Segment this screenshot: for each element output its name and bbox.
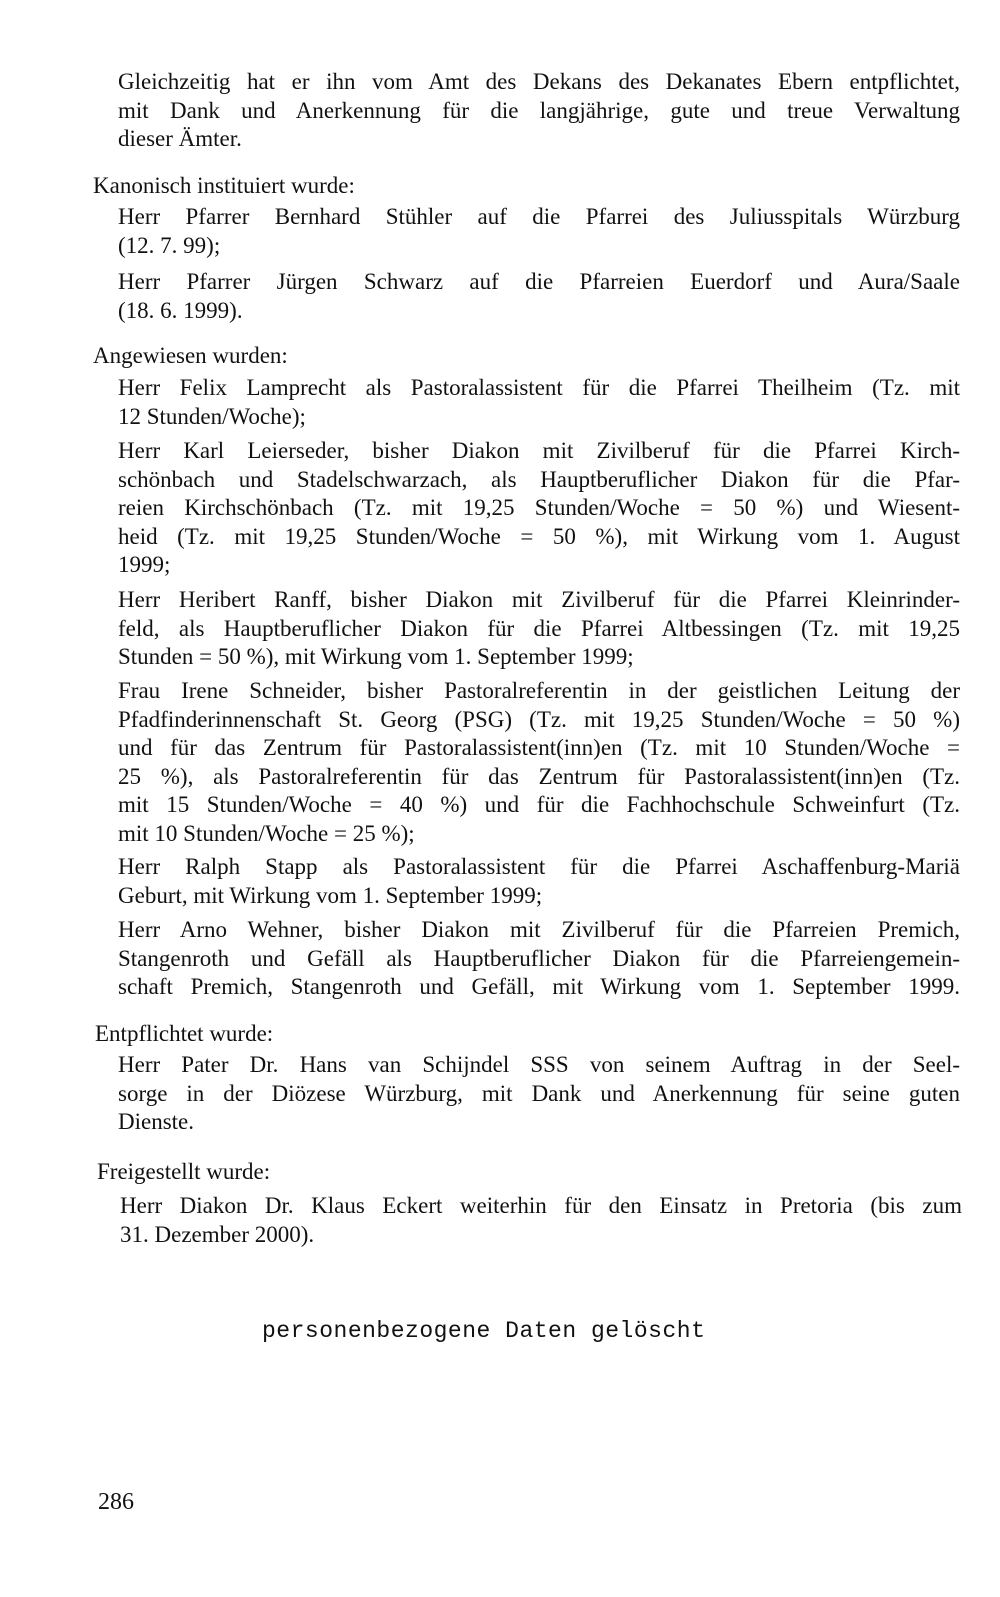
entry-ranff xyxy=(118,586,960,672)
intro-paragraph xyxy=(118,68,960,154)
section-heading-entpflichtet: Entpflichtet wurde: xyxy=(95,1021,274,1046)
entry-schneider xyxy=(118,677,960,848)
text-line: (12. 7. 99); xyxy=(118,232,221,258)
text-line: dieser Ämter. xyxy=(118,126,242,151)
text-line: feld, als Hauptberuflicher Diakon für die Pfarrei Altbessingen (Tz. mit 19,25 xyxy=(118,615,960,641)
text-line: 25 %), als Pastoralreferentin für das Zentrum für Pastoralassistent(inn)en (Tz. xyxy=(118,763,960,789)
entry-leierseder xyxy=(118,437,960,580)
text-line: Gleichzeitig hat er ihn vom Amt des Dekans des Dekanates Ebern entpflichtet, xyxy=(118,69,960,94)
redaction-stamp: personenbezogene Daten gelöscht xyxy=(262,1318,706,1344)
text-line: Geburt, mit Wirkung vom 1. September 1999; xyxy=(118,882,543,908)
section-heading-kanonisch: Kanonisch instituiert wurde: xyxy=(93,173,355,198)
entry-stuehler xyxy=(118,203,960,260)
text-line: Stangenroth und Gefäll als Hauptberuflicher Diakon für die Pfarreiengemein- xyxy=(118,945,960,971)
text-line: Dienste. xyxy=(118,1109,195,1134)
text-line: Herr Heribert Ranff, bisher Diakon mit Zivilberuf für die Pfarrei Kleinrinder- xyxy=(118,587,960,612)
text-line: mit 10 Stunden/Woche = 25 %); xyxy=(118,820,415,846)
text-line: reien Kirchschönbach (Tz. mit 19,25 Stunden/Woche = 50 %) und Wiesent- xyxy=(118,495,960,520)
section-heading-freigestellt: Freigestellt wurde: xyxy=(97,1159,271,1184)
text-line: Pfadfinderinnenschaft St. Georg (PSG) (Tz. mit 19,25 Stunden/Woche = 50 %) xyxy=(118,706,960,732)
text-line: 31. Dezember 2000). xyxy=(120,1221,315,1247)
section-heading-angewiesen: Angewiesen wurden: xyxy=(93,343,288,368)
entry-stapp xyxy=(118,853,960,910)
text-line: 12 Stunden/Woche); xyxy=(118,403,306,429)
entry-van-schijndel xyxy=(118,1051,960,1137)
text-line: schaft Premich, Stangenroth und Gefäll, mit Wirkung vom 1. September 1999. xyxy=(118,974,960,999)
text-line: und für das Zentrum für Pastoralassistent(inn)en (Tz. mit 10 Stunden/Woche = xyxy=(118,735,960,760)
text-line: Herr Pater Dr. Hans van Schijndel SSS von seinem Auftrag in der Seel- xyxy=(118,1052,960,1077)
page-number: 286 xyxy=(98,1489,134,1515)
text-line: (18. 6. 1999). xyxy=(118,297,243,323)
entry-eckert xyxy=(120,1192,962,1249)
text-line: Herr Ralph Stapp als Pastoralassistent für die Pfarrei Aschaffenburg-Mariä xyxy=(118,854,960,879)
text-line: Stunden = 50 %), mit Wirkung vom 1. September 1999; xyxy=(118,644,634,669)
entry-wehner xyxy=(118,916,960,1002)
text-line: Herr Diakon Dr. Klaus Eckert weiterhin für den Einsatz in Pretoria (bis zum xyxy=(120,1193,962,1218)
text-line: sorge in der Diözese Würzburg, mit Dank und Anerkennung für seine guten xyxy=(118,1080,960,1106)
text-line: Herr Arno Wehner, bisher Diakon mit Zivilberuf für die Pfarreien Premich, xyxy=(118,917,960,942)
text-line: heid (Tz. mit 19,25 Stunden/Woche = 50 %), mit Wirkung vom 1. August xyxy=(118,523,960,549)
entry-lamprecht xyxy=(118,374,960,431)
entry-schwarz xyxy=(118,268,960,325)
text-line: Herr Pfarrer Bernhard Stühler auf die Pfarrei des Juliusspitals Würzburg xyxy=(118,204,960,229)
text-line: Frau Irene Schneider, bisher Pastoralreferentin in der geistlichen Leitung der xyxy=(118,678,960,703)
text-line: mit 15 Stunden/Woche = 40 %) und für die Fachhochschule Schweinfurt (Tz. xyxy=(118,792,960,817)
text-line: 1999; xyxy=(118,552,171,577)
text-line: Herr Karl Leierseder, bisher Diakon mit Zivilberuf für die Pfarrei Kirch- xyxy=(118,438,960,463)
text-line: mit Dank und Anerkennung für die langjährige, gute und treue Verwaltung xyxy=(118,97,960,123)
text-line: Herr Felix Lamprecht als Pastoralassistent für die Pfarrei Theilheim (Tz. mit xyxy=(118,375,960,400)
text-line: Herr Pfarrer Jürgen Schwarz auf die Pfarreien Euerdorf und Aura/Saale xyxy=(118,269,960,294)
text-line: schönbach und Stadelschwarzach, als Hauptberuflicher Diakon für die Pfar- xyxy=(118,466,960,492)
